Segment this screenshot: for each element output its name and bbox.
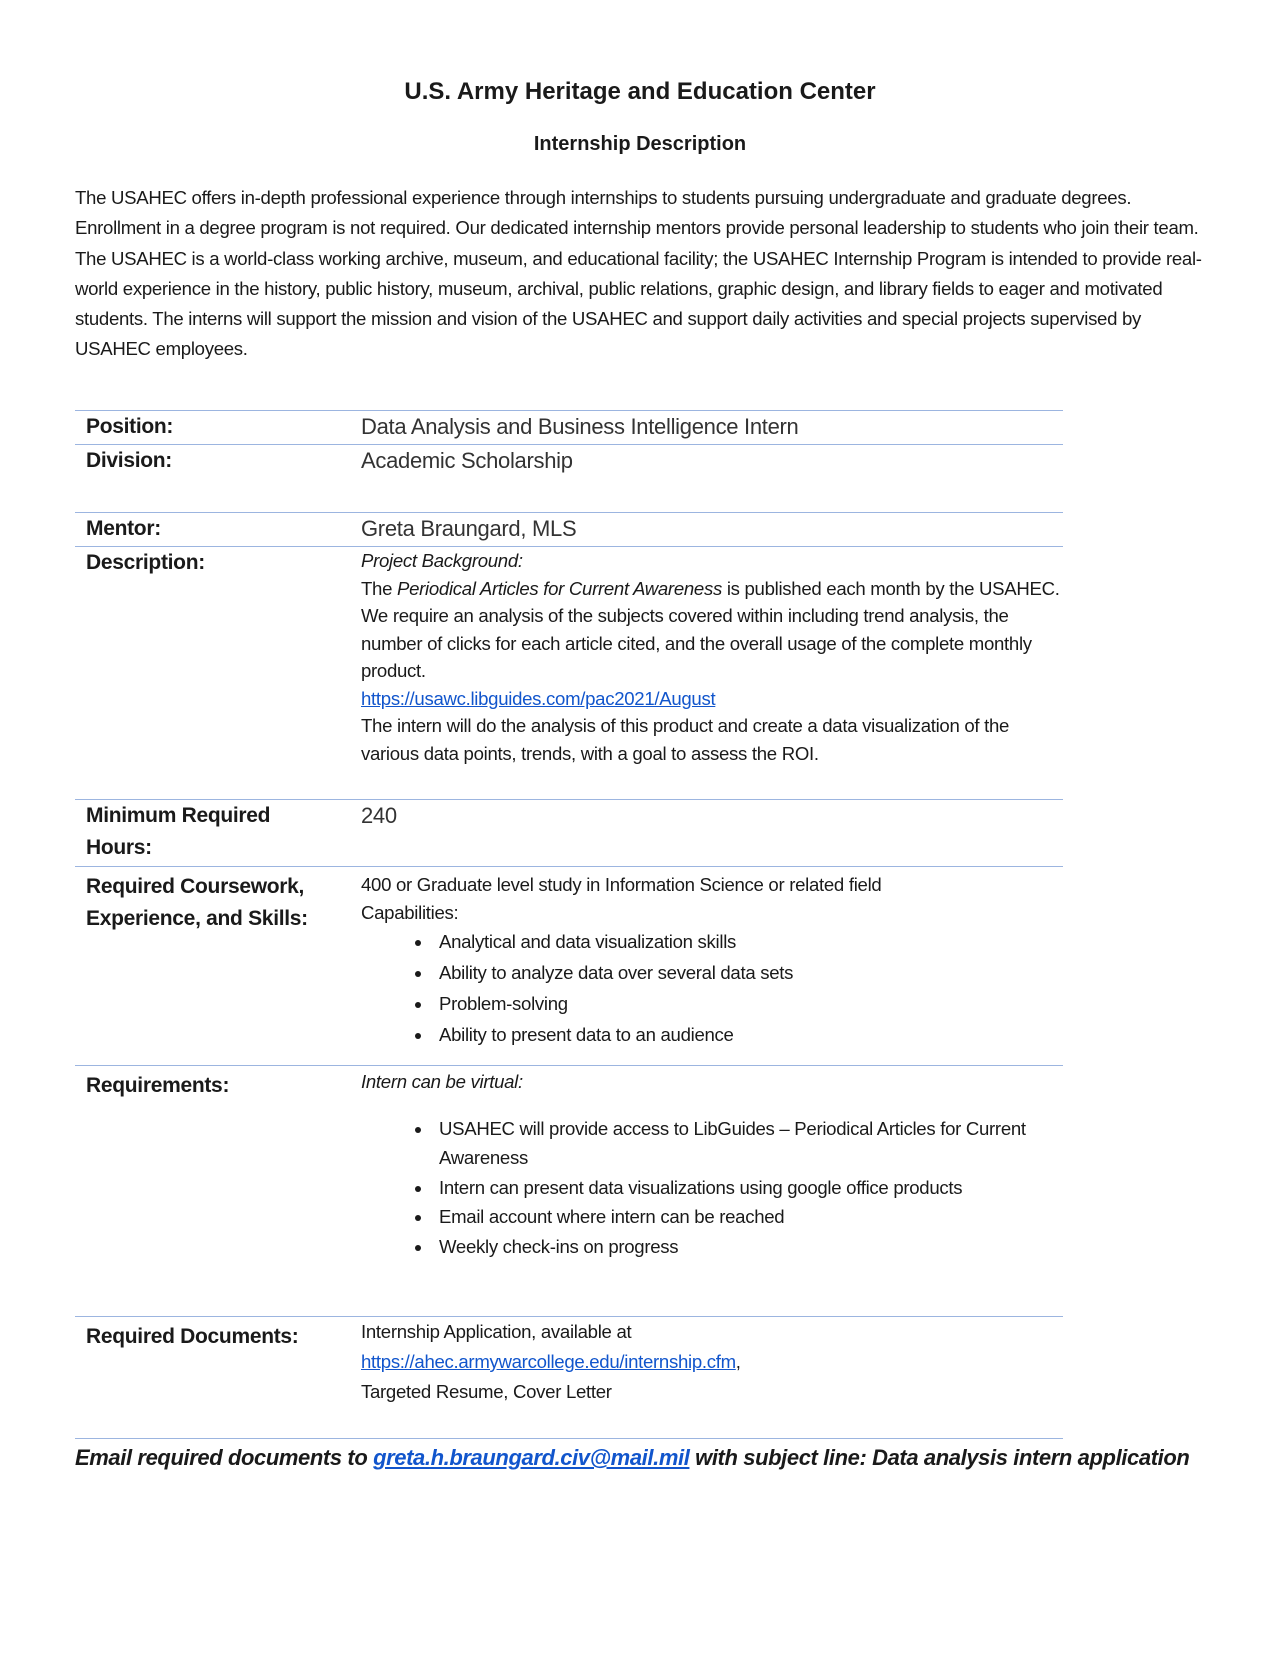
mentor-label: Mentor:	[86, 517, 161, 540]
email-instructions	[75, 1440, 1235, 1475]
documents-line: Targeted Resume, Cover Letter	[361, 1381, 612, 1402]
row-description	[75, 546, 1063, 799]
publication-title: Periodical Articles for Current Awareness	[397, 577, 722, 599]
documents-value	[361, 1317, 1063, 1438]
list-item: • Ability to analyze data over several data sets	[433, 957, 1063, 988]
row-documents	[75, 1316, 1063, 1438]
row-coursework	[75, 866, 1063, 1065]
list-item: • Email account where intern can be reached	[433, 1202, 1063, 1232]
row-hours	[75, 799, 1063, 866]
requirements-list	[361, 1114, 1063, 1262]
text: The	[361, 577, 398, 599]
row-position	[75, 410, 1063, 444]
internship-table	[75, 410, 1063, 1439]
document-subtitle: Internship Description	[533, 133, 747, 155]
division-value: Academic Scholarship	[361, 448, 573, 473]
description-heading: Project Background:	[361, 550, 523, 571]
document-title: U.S. Army Heritage and Education Center	[404, 78, 876, 105]
description-value	[361, 547, 1063, 799]
intro-paragraph: The USAHEC offers in-depth professional experience through internships to students pursuing undergraduate and graduate degrees. Enrollment in a degree program is not required. Our dedicated internship mentors provide personal leadership to students who join their team. The USAHEC is a world-class working archive, museum, and educational facility; the USAHEC Internship Program is intended to provide real-world experience in the history, public history, museum, archival, public relations, graphic design, and library fields to eager and motivated students. The interns will support the mission and vision of the USAHEC and support daily activities and special projects supervised by USAHEC employees.	[75, 187, 1202, 360]
hours-label: Minimum Required Hours:	[86, 804, 271, 859]
list-item: • Weekly check-ins on progress	[433, 1232, 1063, 1262]
description-label: Description:	[86, 551, 205, 574]
list-item: • Intern can present data visualizations using google office products	[433, 1173, 1063, 1203]
requirements-label: Requirements:	[86, 1074, 230, 1097]
list-item: • Analytical and data visualization skills	[433, 926, 1063, 957]
capabilities-list	[361, 926, 1063, 1050]
description-paragraph-2: The intern will do the analysis of this product and create a data visualization of the various data points, trends, with a goal to assess the ROI.	[361, 715, 1010, 764]
list-item: • USAHEC will provide access to LibGuides – Periodical Articles for Current Awareness	[433, 1114, 1063, 1173]
row-division	[75, 444, 1063, 512]
email-link[interactable]: greta.h.braungard.civ@mail.mil	[373, 1445, 690, 1470]
row-requirements	[75, 1065, 1063, 1316]
text: Email required documents to	[75, 1445, 374, 1470]
text: is published each month by the USAHEC. We require an analysis of the subjects covered within including trend analysis, the number of clicks for each article cited, and the overall usage of the complete monthly product.	[361, 577, 1060, 681]
position-label: Position:	[86, 415, 174, 438]
description-paragraph	[361, 575, 1063, 685]
text: with subject line: Data analysis intern application	[689, 1445, 1190, 1470]
division-label: Division:	[86, 449, 172, 472]
hours-value: 240	[361, 803, 397, 828]
row-mentor	[75, 512, 1063, 546]
position-value: Data Analysis and Business Intelligence Intern	[361, 414, 799, 439]
coursework-value	[361, 867, 1063, 1065]
mentor-value: Greta Braungard, MLS	[361, 516, 577, 541]
capabilities-heading: Capabilities:	[361, 901, 459, 923]
coursework-label: Required Coursework, Experience, and Skills:	[86, 875, 308, 930]
list-item: • Problem-solving	[433, 988, 1063, 1019]
comma: ,	[735, 1351, 741, 1372]
coursework-line: 400 or Graduate level study in Information Science or related field	[361, 874, 882, 895]
requirements-heading: Intern can be virtual:	[361, 1071, 523, 1092]
documents-label: Required Documents:	[86, 1325, 299, 1348]
internship-application-link[interactable]: https://ahec.armywarcollege.edu/internship.cfm	[361, 1351, 736, 1372]
documents-line: Internship Application, available at	[361, 1321, 632, 1342]
libguides-link[interactable]: https://usawc.libguides.com/pac2021/August	[361, 687, 716, 709]
list-item: • Ability to present data to an audience	[433, 1019, 1063, 1050]
table-bottom-border	[75, 1438, 1063, 1439]
requirements-value	[361, 1066, 1063, 1316]
